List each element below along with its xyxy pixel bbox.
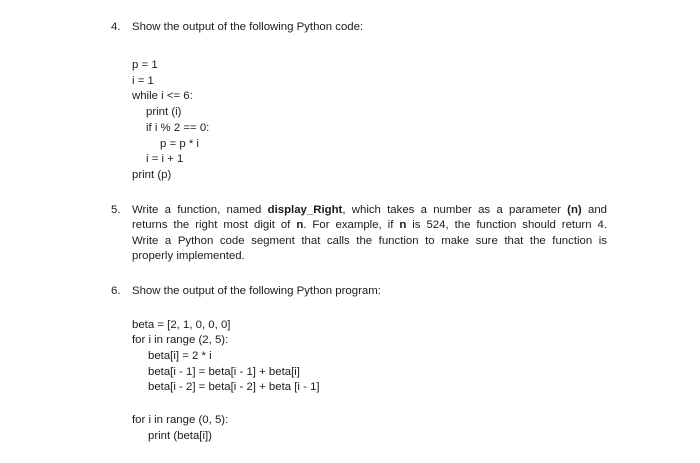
question-5-number: 5. [111,204,121,216]
code-line: beta[i - 2] = beta[i - 2] + beta [i - 1] [148,381,320,393]
code-line: beta[i - 1] = beta[i - 1] + beta[i] [148,366,300,378]
question-5-line-3: Write a Python code segment that calls the function to make sure that the function is [132,235,607,247]
code-line: if i % 2 == 0: [146,122,210,134]
code-line: print (i) [146,106,182,118]
code-line: while i <= 6: [132,90,193,102]
code-line: for i in range (2, 5): [132,334,229,346]
code-line: print (beta[i]) [148,430,212,442]
question-4-number: 4. [111,21,121,33]
question-6-prompt: Show the output of the following Python program: [132,285,381,297]
code-line: print (p) [132,169,172,181]
code-line: beta[i] = 2 * i [148,350,212,362]
question-5-line-1: Write a function, named display_Right, which takes a number as a parameter (n) and [132,204,607,216]
code-line: i = i + 1 [146,153,184,165]
question-4-prompt: Show the output of the following Python code: [132,21,364,33]
code-line: i = 1 [132,75,154,87]
function-name: display_Right [267,204,343,216]
question-5-line-2: returns the right most digit of n. For example, if n is 524, the function should return 4. [132,219,607,231]
code-line: p = p * i [160,138,199,150]
code-line: beta = [2, 1, 0, 0, 0] [132,319,231,331]
code-line: for i in range (0, 5): [132,414,229,426]
question-5-line-4: properly implemented. [132,250,245,262]
code-line: p = 1 [132,59,158,71]
question-6-number: 6. [111,285,121,297]
parameter-name: (n) [567,204,582,216]
